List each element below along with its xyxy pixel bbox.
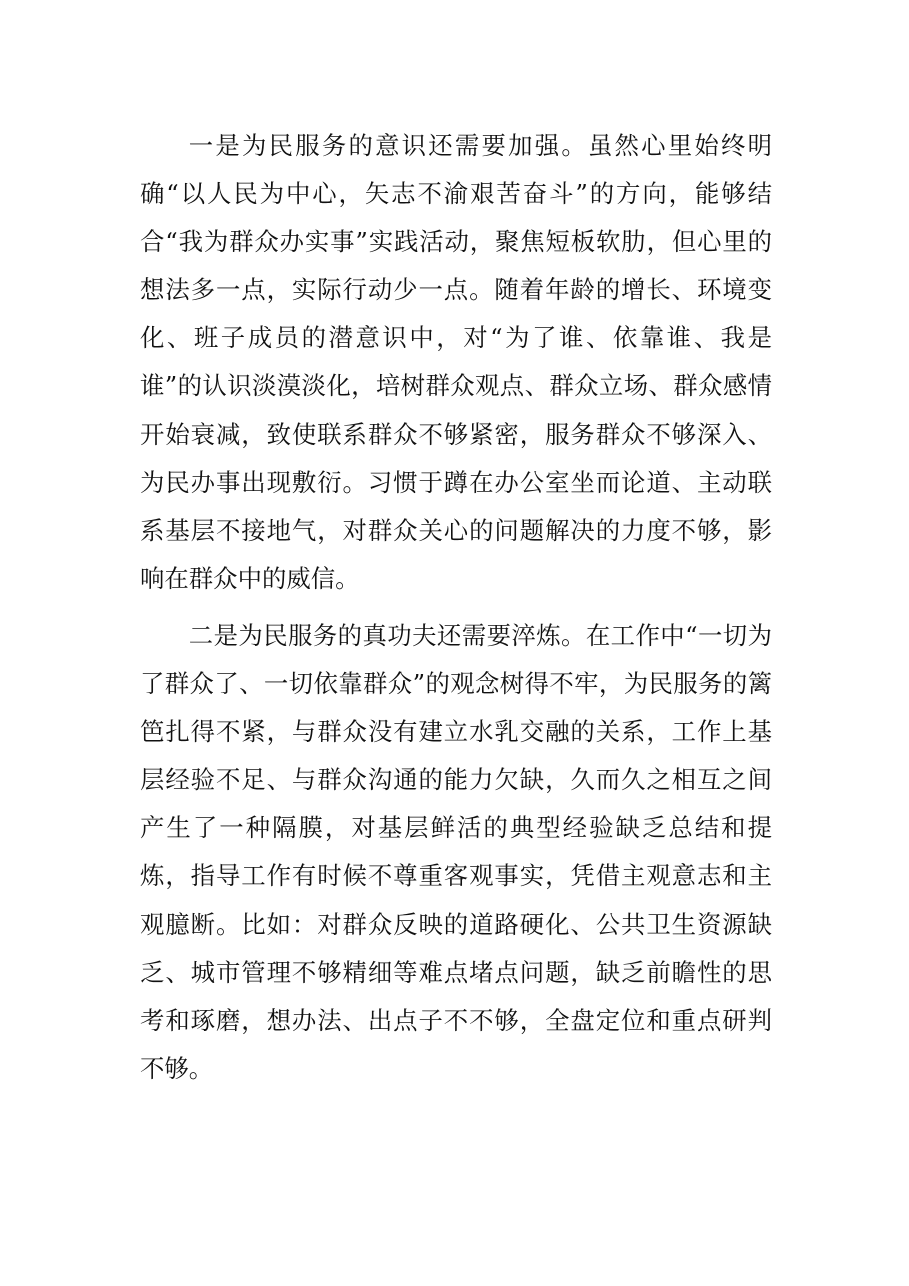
paragraph-2: 二是为民服务的真功夫还需要淬炼。在工作中“一切为了群众了、一切依靠群众”的观念树得不牢，为民服务的篱笆扎得不紧，与群众没有建立水乳交融的关系，工作上基层经验不足、与群众沟通的能力欠缺，久而久之相互之间产生了一种隔膜，对基层鲜活的典型经验缺乏总结和提炼，指导工作有时候不尊重客观事实，凭借主观意志和主观臆断。比如：对群众反映的道路硬化、公共卫生资源缺乏、城市管理不够精细等难点堵点问题，缺乏前瞻性的思考和琢磨，想办法、出点子不不够，全盘定位和重点研判不够。: [140, 620, 772, 1083]
document-body: [140, 122, 772, 1093]
paragraph-1: 一是为民服务的意识还需要加强。虽然心里始终明确“以人民为中心，矢志不渝艰苦奋斗”的方向，能够结合“我为群众办实事”实践活动，聚焦短板软肋，但心里的想法多一点，实际行动少一点。随着年龄的增长、环境变化、班子成员的潜意识中，对“为了谁、依靠谁、我是谁”的认识淡漠淡化，培树群众观点、群众立场、群众感情开始衰减，致使联系群众不够紧密，服务群众不够深入、为民办事出现敷衍。习惯于蹲在办公室坐而论道、主动联系基层不接地气，对群众关心的问题解决的力度不够，影响在群众中的威信。: [140, 131, 772, 593]
